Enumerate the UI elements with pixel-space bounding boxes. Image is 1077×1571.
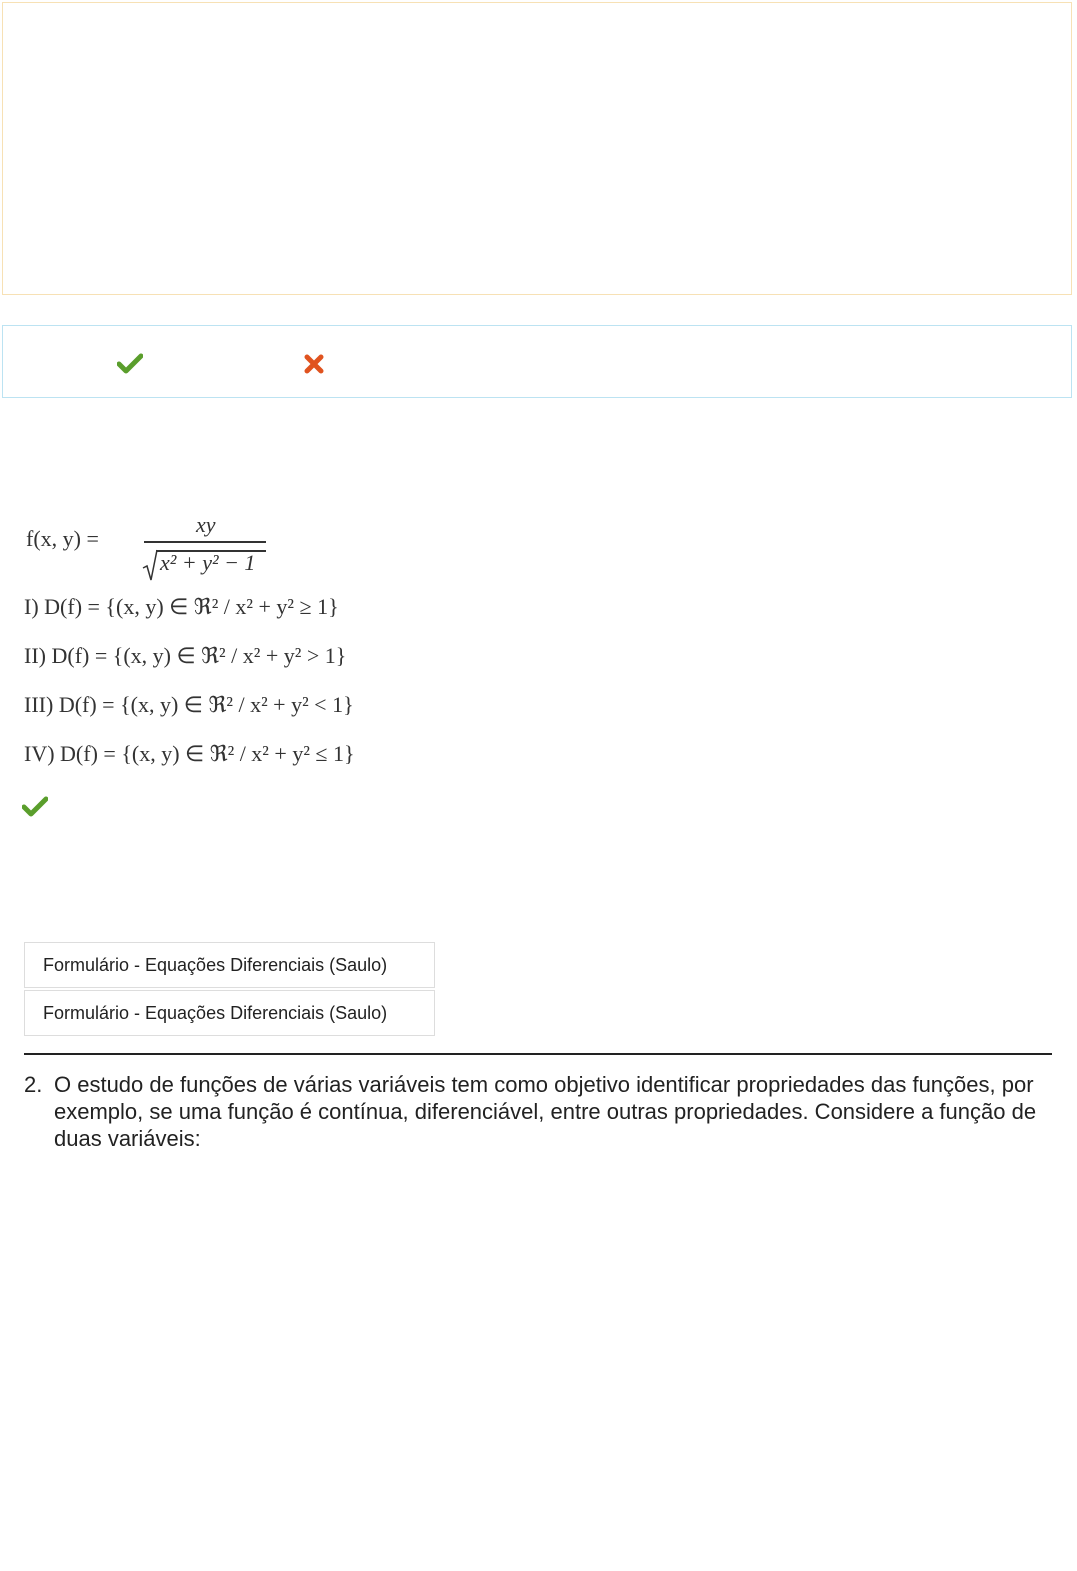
- formulario-link-1[interactable]: Formulário - Equações Diferenciais (Saulo): [24, 942, 435, 988]
- question-text: O estudo de funções de várias variáveis tem como objetivo identificar propriedades das funções, por exemplo, se uma função é contínua, diferenciável, entre outras propriedades. Considere a função de duas variáveis:: [54, 1072, 1037, 1151]
- option-roman: IV): [24, 741, 55, 766]
- radical-sign: [142, 548, 158, 582]
- warning-panel: [2, 2, 1072, 295]
- option-3: [24, 692, 354, 718]
- function-formula: [26, 512, 256, 582]
- check-icon: [22, 796, 48, 818]
- option-roman: II): [24, 643, 46, 668]
- question-number: 2.: [24, 1072, 43, 1097]
- answer-feedback-panel: [2, 325, 1072, 398]
- formula-lhs: f(x, y) =: [26, 526, 99, 551]
- formula-denominator: x² + y² − 1: [160, 550, 256, 575]
- check-icon: [117, 353, 143, 375]
- option-roman: III): [24, 692, 54, 717]
- divider: [24, 1053, 1052, 1055]
- formula-numerator: xy: [196, 512, 216, 537]
- fraction-bar: [144, 541, 266, 543]
- option-1: [24, 594, 339, 620]
- option-expression: D(f) = {(x, y) ∈ ℜ² / x² + y² ≥ 1}: [44, 594, 339, 619]
- option-4: [24, 741, 355, 767]
- option-expression: D(f) = {(x, y) ∈ ℜ² / x² + y² < 1}: [58, 692, 354, 717]
- close-icon: [303, 353, 325, 375]
- formulario-link-2[interactable]: Formulário - Equações Diferenciais (Saulo): [24, 990, 435, 1036]
- option-expression: D(f) = {(x, y) ∈ ℜ² / x² + y² ≤ 1}: [60, 741, 355, 766]
- option-expression: D(f) = {(x, y) ∈ ℜ² / x² + y² > 1}: [51, 643, 347, 668]
- option-2: [24, 643, 346, 669]
- option-roman: I): [24, 594, 39, 619]
